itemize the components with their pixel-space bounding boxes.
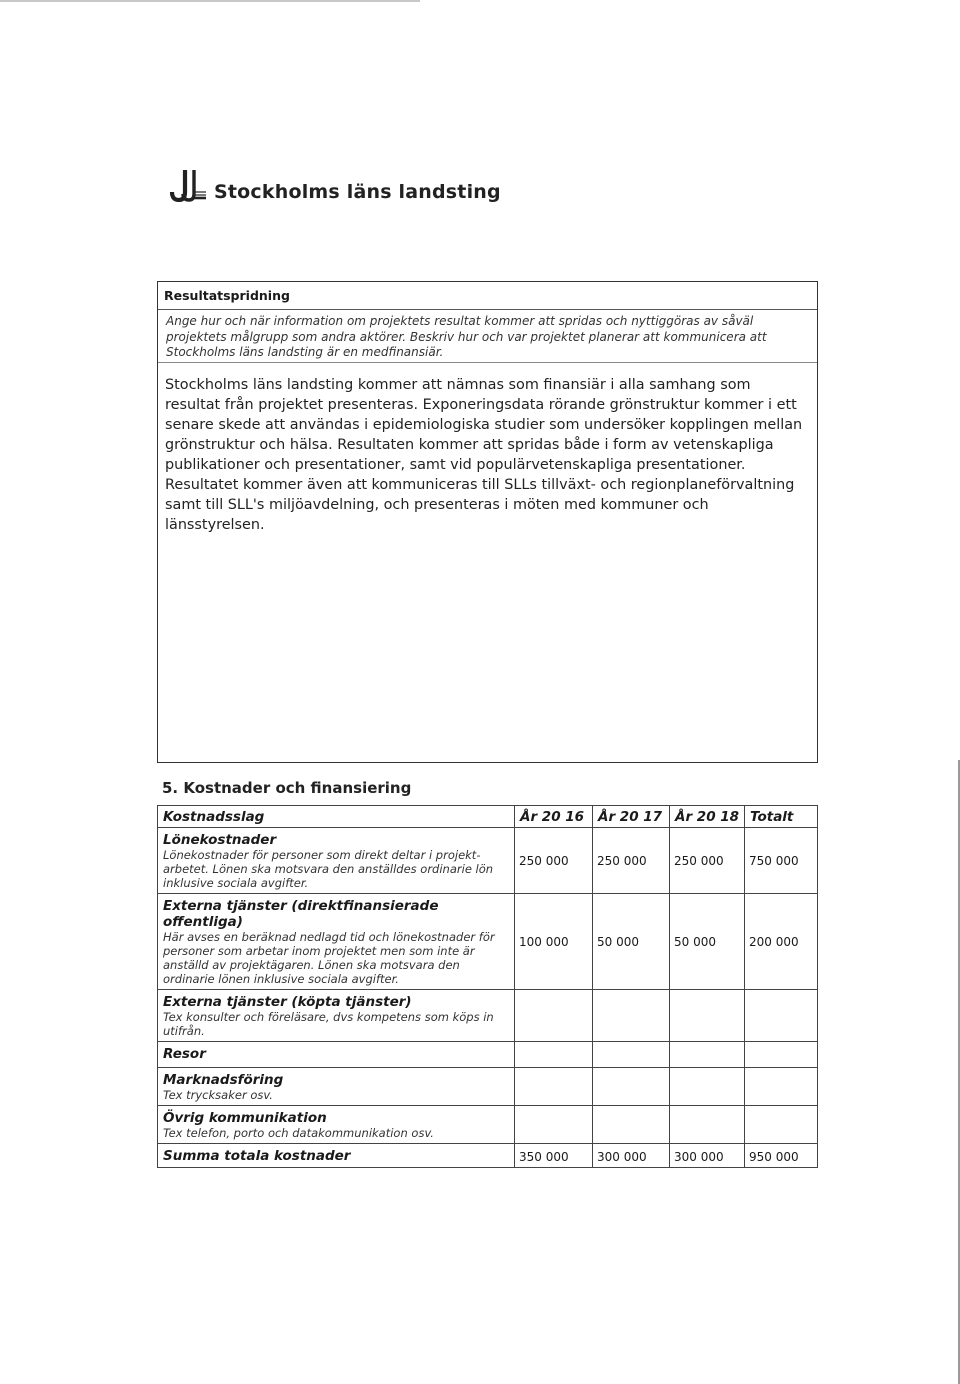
cost-category-title: Externa tjänster (köpta tjänster) (163, 994, 412, 1010)
cost-value (670, 1106, 745, 1144)
table-header-row (158, 806, 818, 828)
section-title: 5. Kostnader och finansiering (162, 779, 412, 797)
cost-value: 250 000 (670, 828, 745, 894)
cost-table (157, 805, 818, 1168)
cost-value (745, 1068, 818, 1106)
cost-value: 750 000 (745, 828, 818, 894)
cost-category-desc: Tex konsulter och föreläsare, dvs kompetens som köps in utifrån. (163, 1010, 494, 1038)
cost-value (670, 1068, 745, 1106)
total-value: 300 000 (593, 1144, 670, 1168)
cost-category-title: Lönekostnader (163, 832, 277, 848)
cost-value: 200 000 (745, 894, 818, 990)
total-value: 350 000 (515, 1144, 593, 1168)
cost-value: 50 000 (670, 894, 745, 990)
cost-value: 250 000 (593, 828, 670, 894)
cost-value: 250 000 (515, 828, 593, 894)
cost-value (745, 1042, 818, 1068)
cost-value (515, 1042, 593, 1068)
column-header: År 20 16 (515, 806, 593, 828)
cost-value (515, 990, 593, 1042)
table-row (158, 828, 818, 894)
cost-value: 50 000 (593, 894, 670, 990)
cost-category-desc: Här avses en beräknad nedlagd tid och lönekostnader för personer som arbetar inom projektet men som inte är anställd av projektägaren. Lönen ska motsvara den ordinarie lönen inklusive sociala avgifter. (163, 930, 495, 986)
header-logo (168, 168, 501, 202)
total-label: Summa totala kostnader (163, 1148, 351, 1164)
cost-category-cell (158, 894, 515, 990)
cost-category-title: Övrig kommunikation (163, 1110, 327, 1126)
total-value: 950 000 (745, 1144, 818, 1168)
results-heading: Resultatspridning (158, 282, 817, 310)
total-label-cell (158, 1144, 515, 1168)
cost-value: 100 000 (515, 894, 593, 990)
cost-category-title: Resor (163, 1046, 206, 1062)
cost-category-desc: Lönekostnader för personer som direkt deltar i projekt-arbetet. Lönen ska motsvara den anställdes ordinarie lön inklusive sociala avgifter. (163, 848, 494, 890)
cost-category-cell (158, 828, 515, 894)
column-header: Kostnadsslag (158, 806, 515, 828)
cost-value (593, 1042, 670, 1068)
cost-category-desc: Tex telefon, porto och datakommunikation osv. (163, 1126, 434, 1140)
sll-logo-icon (168, 168, 208, 202)
org-name: Stockholms läns landsting (214, 181, 501, 203)
table-row (158, 1106, 818, 1144)
total-value: 300 000 (670, 1144, 745, 1168)
results-dissemination-box (157, 281, 818, 763)
cost-value (670, 990, 745, 1042)
cost-category-cell (158, 1106, 515, 1144)
cost-value (515, 1068, 593, 1106)
cost-value (593, 1106, 670, 1144)
cost-category-title: Marknadsföring (163, 1072, 284, 1088)
table-row (158, 990, 818, 1042)
table-row (158, 1068, 818, 1106)
cost-category-cell (158, 990, 515, 1042)
cost-value (593, 990, 670, 1042)
table-row (158, 894, 818, 990)
scan-edge-top (0, 0, 420, 2)
cost-category-cell (158, 1042, 515, 1068)
column-header: Totalt (745, 806, 818, 828)
results-body: Stockholms läns landsting kommer att nämnas som finansiär i alla samhang som resultat från projektet presenteras. Exponeringsdata rörande grönstruktur kommer i ett senare skede att användas i epidemiologiska studier som undersöker kopplingen mellan grönstruktur och hälsa. Resultaten kommer att spridas både i form av vetenskapliga publikationer och presentationer, samt vid populärvetenskapliga presentationer. Resultatet kommer även att kommuniceras till SLLs tillväxt- och regionplaneförvaltning samt till SLL's miljöavdelning, och presenteras i möten med kommuner och länsstyrelsen. (165, 377, 803, 533)
cost-category-title: Externa tjänster (direktfinansierade offentliga) (163, 898, 439, 930)
column-header: År 20 18 (670, 806, 745, 828)
cost-value (515, 1106, 593, 1144)
total-row (158, 1144, 818, 1168)
cost-category-desc: Tex trycksaker osv. (163, 1088, 273, 1102)
cost-value (670, 1042, 745, 1068)
cost-value (593, 1068, 670, 1106)
column-header: År 20 17 (593, 806, 670, 828)
table-row (158, 1042, 818, 1068)
cost-value (745, 990, 818, 1042)
cost-category-cell (158, 1068, 515, 1106)
cost-value (745, 1106, 818, 1144)
results-instruction: Ange hur och när information om projektets resultat kommer att spridas och nyttiggöras av såväl projektets målgrupp som andra aktörer. Beskriv hur och var projektet planerar att kommunicera att Stockholms läns landsting är en medfinansiär. (158, 310, 817, 363)
